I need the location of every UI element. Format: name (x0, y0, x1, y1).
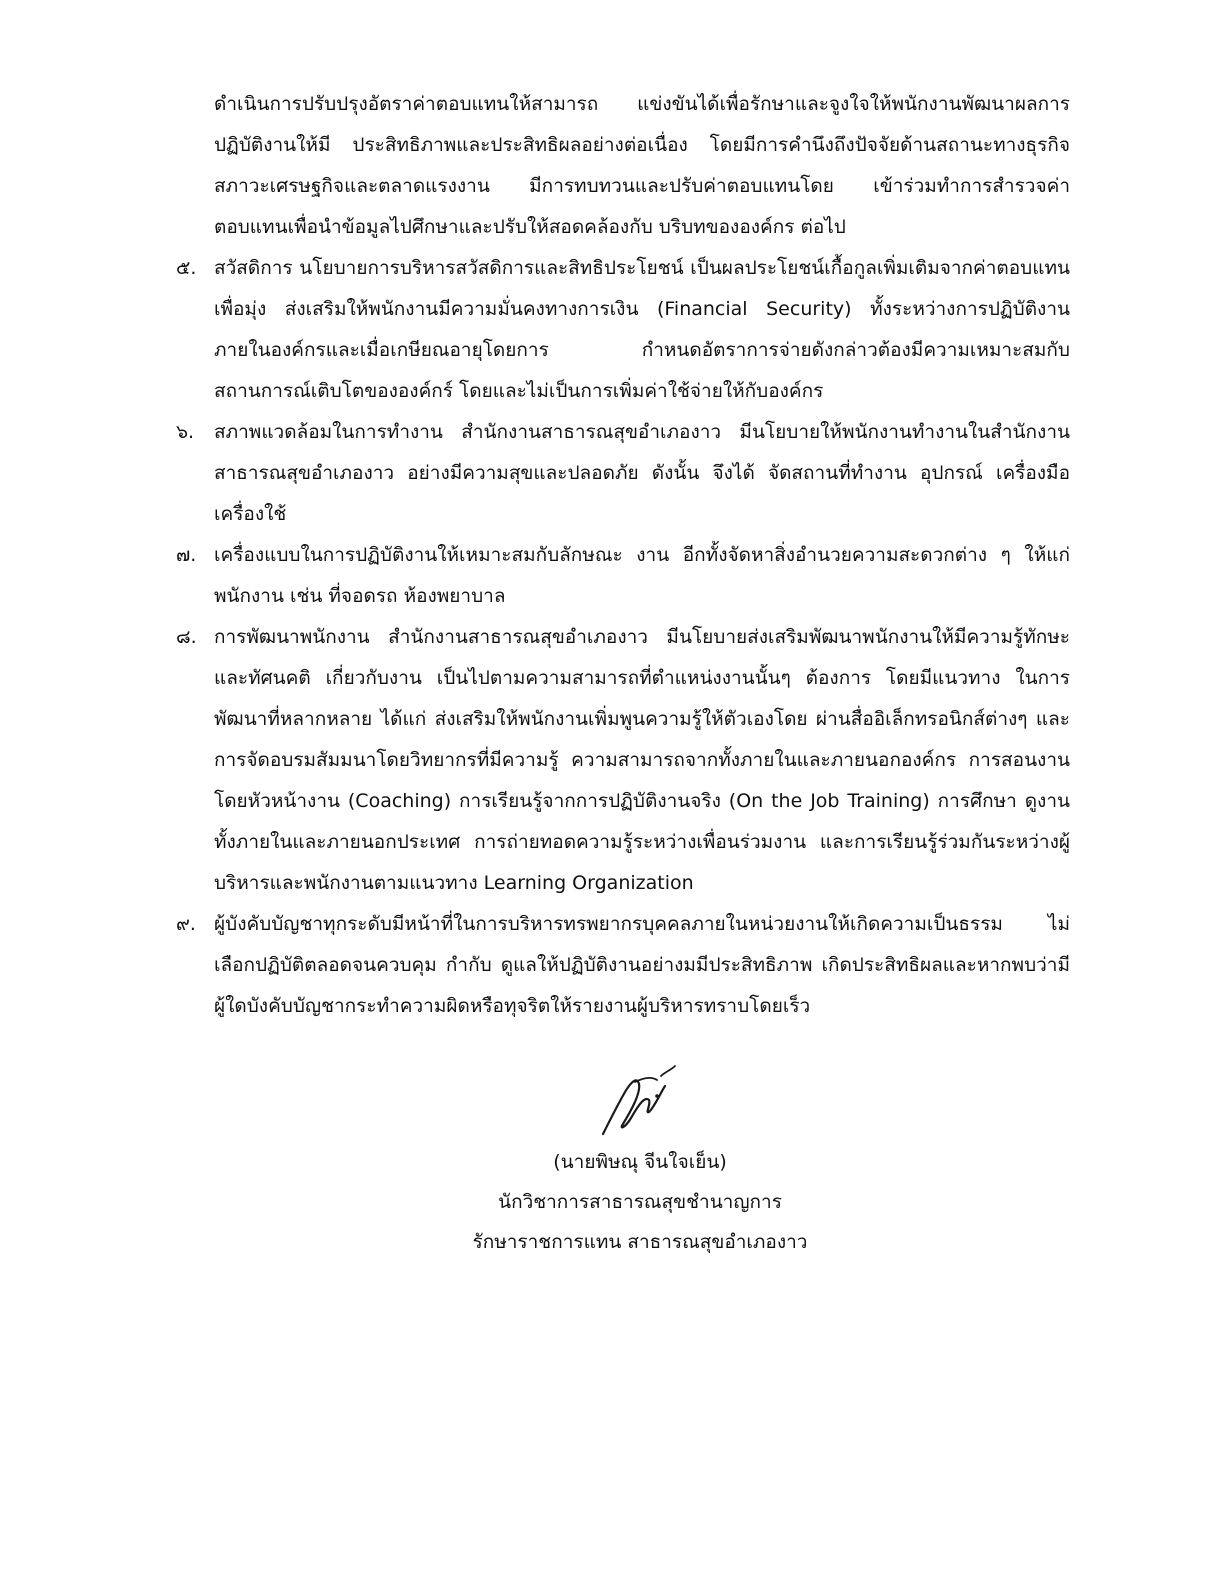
list-item-text: สภาพแวดล้อมในการทำงาน สำนักงานสาธารณสุขอำเภองาว มีนโยบายให้พนักงานทำงานในสำนักงานสาธารณสุขอำเภองาว อย่างมีความสุขและปลอดภัย ดังนั้น จึงได้ จัดสถานที่ทำงาน อุปกรณ์ เครื่องมือเครื่องใช้ (214, 421, 1070, 525)
signer-acting-role: รักษาราชการแทน สาธารณสุขอำเภองาว (472, 1231, 808, 1253)
intro-paragraph (176, 84, 1070, 248)
list-item-number: ๖. (176, 421, 195, 443)
list-item-text: สวัสดิการ นโยบายการบริหารสวัสดิการและสิทธิประโยชน์ เป็นผลประโยชน์เกื้อกูลเพิ่มเติมจากค่าตอบแทน เพื่อมุ่ง ส่งเสริมให้พนักงานมีความมั่นคงทางการเงิน (Financial Security) ทั้งระหว่างการปฏิบัติงานภายในองค์กรและเมื่อเกษียณอายุโดยการ กำหนดอัตราการจ่ายดังกล่าวต้องมีความเหมาะสมกับสถานการณ์เติบโตขององค์กร์ โดยและไม่เป็นการเพิ่มค่าใช้จ่ายให้กับองค์กร (214, 257, 1070, 402)
intro-paragraph-text: ดำเนินการปรับปรุงอัตราค่าตอบแทนให้สามารถ แข่งขันได้เพื่อรักษาและจูงใจให้พนักงานพัฒนาผลการปฏิบัติงานให้มี ประสิทธิภาพและประสิทธิผลอย่างต่อเนื่อง โดยมีการคำนึงถึงปัจจัยด้านสถานะทางธุรกิจ สภาวะเศรษฐกิจและตลาดแรงงาน มีการทบทวนและปรับค่าตอบแทนโดย เข้าร่วมทำการสำรวจค่าตอบแทนเพื่อนำข้อมูลไปศึกษาและปรับให้สอดคล้องกับ บริบทขององค์กร ต่อไป (214, 93, 1070, 238)
list-item-5 (176, 248, 1070, 412)
signer-name: (นายพิษณุ จีนใจเย็น) (553, 1151, 727, 1173)
list-item-number: ๕. (176, 257, 197, 279)
list-item-9 (176, 904, 1070, 1027)
list-item-number: ๙. (176, 913, 196, 935)
handwritten-signature (595, 1062, 685, 1140)
list-item-number: ๗. (176, 544, 197, 566)
list-item-text: การพัฒนาพนักงาน สำนักงานสาธารณสุขอำเภองาว มีนโยบายส่งเสริมพัฒนาพนักงานให้มีความรู้ทักษะและทัศนคติ เกี่ยวกับงาน เป็นไปตามความสามารถที่ตำแหน่งงานนั้นๆ ต้องการ โดยมีแนวทาง ในการพัฒนาที่หลากหลาย ได้แก่ ส่งเสริมให้พนักงานเพิ่มพูนความรู้ให้ตัวเองโดย ผ่านสื่ออิเล็กทรอนิกส์ต่างๆ และการจัดอบรมสัมมนาโดยวิทยากรที่มีความรู้ ความสามารถจากทั้งภายในและภายนอกองค์กร การสอนงานโดยหัวหน้างาน (Coaching) การเรียนรู้จากการปฏิบัติงานจริง (On the Job Training) การศึกษา ดูงานทั้งภายในและภายนอกประเทศ การถ่ายทอดความรู้ระหว่างเพื่อนร่วมงาน และการเรียนรู้ร่วมกันระหว่างผู้บริหารและพนักงานตามแนวทาง Learning Organization (214, 626, 1071, 894)
list-item-6 (176, 412, 1070, 535)
signer-position: นักวิชาการสาธารณสุขชำนาญการ (498, 1191, 782, 1213)
signature-block (420, 1062, 860, 1262)
document-body (176, 84, 1070, 1027)
list-item-7 (176, 535, 1070, 617)
list-item-text: เครื่องแบบในการปฏิบัติงานให้เหมาะสมกับลักษณะ งาน อีกทั้งจัดหาสิ่งอำนวยความสะดวกต่าง ๆ ให้แก่ พนักงาน เช่น ที่จอดรถ ห้องพยาบาล (214, 544, 1070, 607)
list-item-text: ผู้บังคับบัญชาทุกระดับมีหน้าที่ในการบริหารทรพยากรบุคคลภายในหน่วยงานให้เกิดความเป็นธรรม ไม่เลือกปฏิบัติตลอดจนควบคุม กำกับ ดูแลให้ปฏิบัติงานอย่างมมีประสิทธิภาพ เกิดประสิทธิผลและหากพบว่ามีผู้ใดบังคับบัญชากระทำความผิดหรือทุจริตให้รายงานผู้บริหารทราบโดยเร็ว (214, 913, 1070, 1017)
list-item-number: ๘. (176, 626, 197, 648)
list-item-8 (176, 617, 1070, 904)
